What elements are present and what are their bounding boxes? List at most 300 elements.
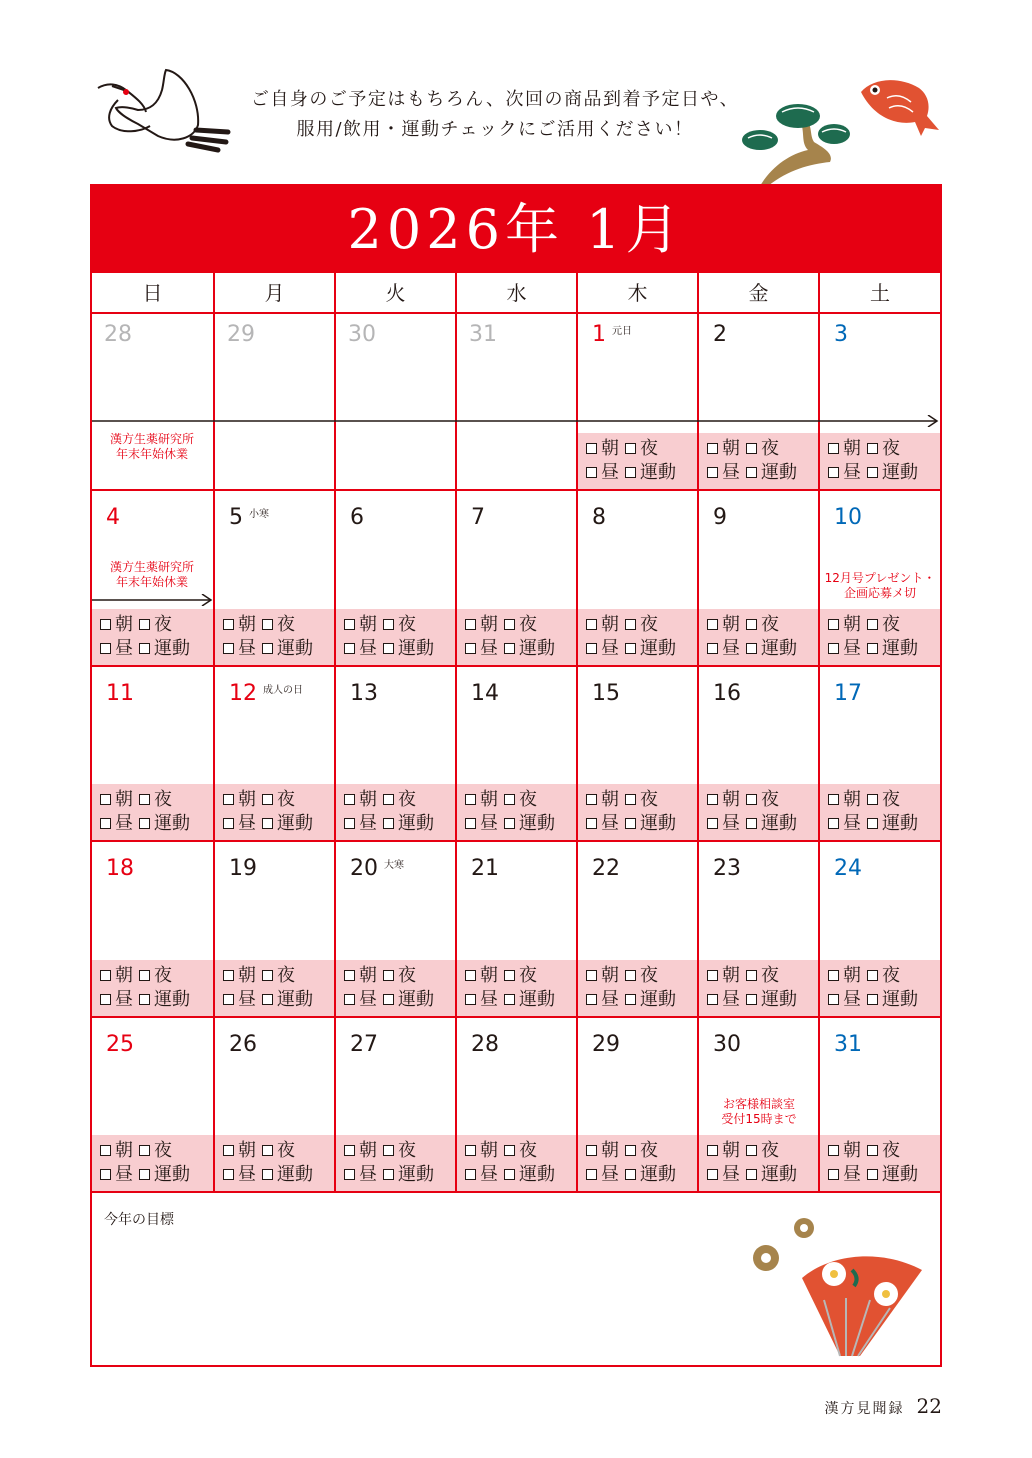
checkbox-square[interactable]: [746, 467, 757, 478]
day-cell[interactable]: [92, 314, 213, 489]
checkbox-square[interactable]: [586, 1169, 597, 1180]
noon-checkbox[interactable]: [100, 813, 133, 834]
checkbox-square[interactable]: [262, 994, 273, 1005]
checkbox-square[interactable]: [625, 818, 636, 829]
checkbox-square[interactable]: [100, 994, 111, 1005]
checkbox-square[interactable]: [707, 794, 718, 805]
night-checkbox[interactable]: [625, 965, 658, 986]
morning-checkbox[interactable]: [707, 614, 740, 635]
checkbox-square[interactable]: [262, 1169, 273, 1180]
checkbox-square[interactable]: [746, 443, 757, 454]
night-checkbox[interactable]: [262, 1140, 295, 1161]
night-checkbox[interactable]: [262, 614, 295, 635]
exercise-checkbox[interactable]: [383, 1164, 434, 1185]
checkbox-square[interactable]: [139, 794, 150, 805]
morning-checkbox[interactable]: [707, 789, 740, 810]
checkbox-square[interactable]: [586, 1145, 597, 1156]
night-checkbox[interactable]: [139, 1140, 172, 1161]
morning-checkbox[interactable]: [586, 965, 619, 986]
checkbox-square[interactable]: [586, 443, 597, 454]
sea-bream-icon: [855, 68, 945, 140]
checkbox-square[interactable]: [504, 818, 515, 829]
checkbox-square[interactable]: [625, 1145, 636, 1156]
day-cell[interactable]: [334, 840, 455, 1015]
checkbox-square[interactable]: [344, 619, 355, 630]
checkbox-square[interactable]: [465, 970, 476, 981]
morning-checkbox[interactable]: [465, 965, 498, 986]
noon-checkbox[interactable]: [223, 813, 256, 834]
checkbox-square[interactable]: [707, 970, 718, 981]
exercise-checkbox[interactable]: [383, 638, 434, 659]
checkbox-square[interactable]: [867, 818, 878, 829]
checkbox-square[interactable]: [586, 643, 597, 654]
day-cell[interactable]: [455, 665, 576, 840]
exercise-checkbox[interactable]: [746, 1164, 797, 1185]
noon-checkbox[interactable]: [586, 989, 619, 1010]
weekday-header: 日: [92, 273, 213, 314]
noon-checkbox[interactable]: [465, 1164, 498, 1185]
night-checkbox[interactable]: [625, 438, 658, 459]
day-number: 27: [350, 1031, 378, 1057]
exercise-checkbox[interactable]: [867, 638, 918, 659]
checkbox-square[interactable]: [586, 794, 597, 805]
day-cell[interactable]: [213, 1016, 334, 1191]
day-cell[interactable]: [455, 314, 576, 489]
morning-checkbox[interactable]: [828, 965, 861, 986]
morning-checkbox[interactable]: [100, 789, 133, 810]
morning-checkbox[interactable]: [223, 614, 256, 635]
noon-checkbox[interactable]: [828, 813, 861, 834]
night-label: 夜: [519, 964, 537, 986]
checkbox-square[interactable]: [465, 1145, 476, 1156]
noon-checkbox[interactable]: [707, 989, 740, 1010]
noon-checkbox[interactable]: [828, 989, 861, 1010]
night-checkbox[interactable]: [383, 965, 416, 986]
morning-label: 朝: [115, 1139, 133, 1161]
noon-checkbox[interactable]: [223, 638, 256, 659]
day-cell[interactable]: [576, 1016, 697, 1191]
checkbox-square[interactable]: [465, 1169, 476, 1180]
day-number: 20: [350, 856, 378, 882]
day-cell[interactable]: [576, 665, 697, 840]
night-checkbox[interactable]: [139, 614, 172, 635]
checkbox-square[interactable]: [139, 1169, 150, 1180]
morning-checkbox[interactable]: [707, 965, 740, 986]
checkbox-square[interactable]: [100, 818, 111, 829]
morning-checkbox[interactable]: [465, 789, 498, 810]
checkbox-square[interactable]: [383, 1169, 394, 1180]
morning-checkbox[interactable]: [223, 789, 256, 810]
morning-checkbox[interactable]: [344, 1140, 377, 1161]
night-checkbox[interactable]: [139, 789, 172, 810]
exercise-checkbox[interactable]: [504, 638, 555, 659]
night-checkbox[interactable]: [867, 1140, 900, 1161]
noon-checkbox[interactable]: [100, 1164, 133, 1185]
day-cell[interactable]: [818, 840, 940, 1015]
noon-checkbox[interactable]: [707, 1164, 740, 1185]
exercise-checkbox[interactable]: [262, 638, 313, 659]
noon-checkbox[interactable]: [100, 638, 133, 659]
exercise-checkbox[interactable]: [625, 638, 676, 659]
night-checkbox[interactable]: [746, 1140, 779, 1161]
day-cell[interactable]: [576, 489, 697, 664]
checkbox-square[interactable]: [383, 619, 394, 630]
checkbox-square[interactable]: [100, 643, 111, 654]
morning-checkbox[interactable]: [828, 438, 861, 459]
noon-checkbox[interactable]: [223, 1164, 256, 1185]
day-number: 7: [471, 505, 485, 531]
noon-label: 昼: [722, 1163, 740, 1185]
noon-checkbox[interactable]: [707, 813, 740, 834]
checkbox-square[interactable]: [344, 794, 355, 805]
exercise-label: 運動: [519, 813, 555, 835]
morning-checkbox[interactable]: [828, 789, 861, 810]
checkbox-square[interactable]: [223, 970, 234, 981]
morning-checkbox[interactable]: [586, 614, 619, 635]
checkbox-square[interactable]: [344, 994, 355, 1005]
checkbox-square[interactable]: [746, 1169, 757, 1180]
checkbox-square[interactable]: [139, 818, 150, 829]
exercise-checkbox[interactable]: [139, 989, 190, 1010]
day-cell[interactable]: [334, 314, 455, 489]
day-cell[interactable]: [92, 1016, 213, 1191]
checkbox-square[interactable]: [344, 643, 355, 654]
night-checkbox[interactable]: [139, 965, 172, 986]
checkbox-square[interactable]: [707, 467, 718, 478]
night-checkbox[interactable]: [746, 789, 779, 810]
morning-checkbox[interactable]: [465, 1140, 498, 1161]
present-deadline-note: [820, 571, 940, 601]
exercise-checkbox[interactable]: [139, 813, 190, 834]
checkbox-square[interactable]: [344, 1169, 355, 1180]
day-cell[interactable]: [334, 1016, 455, 1191]
exercise-checkbox[interactable]: [383, 989, 434, 1010]
exercise-checkbox[interactable]: [746, 462, 797, 483]
checkbox-square[interactable]: [383, 994, 394, 1005]
morning-checkbox[interactable]: [100, 1140, 133, 1161]
morning-checkbox[interactable]: [223, 965, 256, 986]
morning-checkbox[interactable]: [100, 614, 133, 635]
checkbox-square[interactable]: [707, 443, 718, 454]
intake-checklist: [820, 433, 940, 489]
day-cell[interactable]: [213, 489, 334, 664]
checkbox-square[interactable]: [625, 1169, 636, 1180]
checkbox-square[interactable]: [707, 643, 718, 654]
checkbox-square[interactable]: [625, 467, 636, 478]
night-checkbox[interactable]: [383, 1140, 416, 1161]
checkbox-square[interactable]: [100, 619, 111, 630]
checkbox-square[interactable]: [828, 643, 839, 654]
exercise-checkbox[interactable]: [746, 813, 797, 834]
day-cell[interactable]: [334, 489, 455, 664]
checkbox-square[interactable]: [625, 994, 636, 1005]
checkbox-square[interactable]: [465, 643, 476, 654]
noon-label: 昼: [843, 462, 861, 484]
exercise-checkbox[interactable]: [504, 813, 555, 834]
checkbox-square[interactable]: [139, 994, 150, 1005]
checkbox-square[interactable]: [707, 1169, 718, 1180]
night-checkbox[interactable]: [746, 614, 779, 635]
exercise-checkbox[interactable]: [139, 638, 190, 659]
checkbox-square[interactable]: [867, 643, 878, 654]
night-checkbox[interactable]: [625, 614, 658, 635]
checkbox-square[interactable]: [223, 619, 234, 630]
noon-checkbox[interactable]: [586, 813, 619, 834]
exercise-label: 運動: [277, 637, 313, 659]
checkbox-square[interactable]: [746, 970, 757, 981]
checkbox-square[interactable]: [867, 443, 878, 454]
day-cell[interactable]: [697, 840, 818, 1015]
noon-checkbox[interactable]: [344, 1164, 377, 1185]
checkbox-square[interactable]: [746, 619, 757, 630]
noon-label: 昼: [843, 1163, 861, 1185]
exercise-checkbox[interactable]: [262, 989, 313, 1010]
checkbox-square[interactable]: [504, 1169, 515, 1180]
noon-checkbox[interactable]: [586, 638, 619, 659]
night-checkbox[interactable]: [504, 1140, 537, 1161]
night-checkbox[interactable]: [867, 789, 900, 810]
checkbox-square[interactable]: [262, 1145, 273, 1156]
noon-checkbox[interactable]: [344, 813, 377, 834]
day-cell[interactable]: [455, 489, 576, 664]
exercise-checkbox[interactable]: [383, 813, 434, 834]
day-cell[interactable]: [213, 665, 334, 840]
checkbox-square[interactable]: [223, 794, 234, 805]
night-checkbox[interactable]: [262, 789, 295, 810]
morning-label: 朝: [843, 438, 861, 460]
checkbox-square[interactable]: [262, 643, 273, 654]
night-checkbox[interactable]: [383, 789, 416, 810]
checkbox-square[interactable]: [465, 619, 476, 630]
noon-checkbox[interactable]: [344, 638, 377, 659]
night-checkbox[interactable]: [625, 789, 658, 810]
day-cell[interactable]: [334, 665, 455, 840]
morning-checkbox[interactable]: [586, 438, 619, 459]
exercise-checkbox[interactable]: [746, 989, 797, 1010]
morning-checkbox[interactable]: [586, 1140, 619, 1161]
day-cell[interactable]: [213, 840, 334, 1015]
noon-checkbox[interactable]: [707, 462, 740, 483]
checkbox-square[interactable]: [828, 970, 839, 981]
noon-checkbox[interactable]: [223, 989, 256, 1010]
day-cell[interactable]: [697, 314, 818, 489]
checkbox-square[interactable]: [746, 818, 757, 829]
exercise-checkbox[interactable]: [867, 989, 918, 1010]
day-cell[interactable]: [576, 840, 697, 1015]
checkbox-square[interactable]: [383, 818, 394, 829]
checkbox-square[interactable]: [262, 818, 273, 829]
checkbox-square[interactable]: [139, 1145, 150, 1156]
checkbox-square[interactable]: [262, 794, 273, 805]
exercise-checkbox[interactable]: [504, 1164, 555, 1185]
checkbox-square[interactable]: [344, 818, 355, 829]
day-cell[interactable]: [576, 314, 697, 489]
morning-checkbox[interactable]: [828, 1140, 861, 1161]
morning-checkbox[interactable]: [100, 965, 133, 986]
day-number: 24: [834, 856, 862, 882]
checkbox-square[interactable]: [100, 1169, 111, 1180]
noon-checkbox[interactable]: [828, 462, 861, 483]
noon-checkbox[interactable]: [465, 638, 498, 659]
checkbox-square[interactable]: [746, 1145, 757, 1156]
checkbox-square[interactable]: [383, 794, 394, 805]
checkbox-square[interactable]: [707, 619, 718, 630]
exercise-checkbox[interactable]: [139, 1164, 190, 1185]
checkbox-square[interactable]: [465, 818, 476, 829]
checkbox-square[interactable]: [867, 619, 878, 630]
day-cell[interactable]: [818, 1016, 940, 1191]
checkbox-square[interactable]: [586, 467, 597, 478]
checkbox-square[interactable]: [746, 794, 757, 805]
day-cell[interactable]: [455, 840, 576, 1015]
checkbox-square[interactable]: [828, 467, 839, 478]
noon-checkbox[interactable]: [465, 989, 498, 1010]
morning-checkbox[interactable]: [223, 1140, 256, 1161]
checkbox-square[interactable]: [504, 970, 515, 981]
day-cell[interactable]: [455, 1016, 576, 1191]
noon-checkbox[interactable]: [586, 1164, 619, 1185]
night-checkbox[interactable]: [262, 965, 295, 986]
morning-checkbox[interactable]: [465, 614, 498, 635]
exercise-checkbox[interactable]: [625, 813, 676, 834]
night-checkbox[interactable]: [867, 614, 900, 635]
exercise-checkbox[interactable]: [625, 1164, 676, 1185]
checkbox-square[interactable]: [867, 970, 878, 981]
checkbox-square[interactable]: [625, 619, 636, 630]
morning-label: 朝: [601, 613, 619, 635]
exercise-checkbox[interactable]: [867, 1164, 918, 1185]
day-cell[interactable]: [92, 840, 213, 1015]
exercise-checkbox[interactable]: [867, 462, 918, 483]
checkbox-square[interactable]: [344, 970, 355, 981]
exercise-checkbox[interactable]: [867, 813, 918, 834]
day-cell[interactable]: [213, 314, 334, 489]
exercise-checkbox[interactable]: [625, 462, 676, 483]
checkbox-square[interactable]: [625, 794, 636, 805]
checkbox-square[interactable]: [707, 818, 718, 829]
night-checkbox[interactable]: [746, 438, 779, 459]
morning-checkbox[interactable]: [707, 438, 740, 459]
day-number: 31: [834, 1031, 862, 1057]
checkbox-square[interactable]: [139, 619, 150, 630]
noon-checkbox[interactable]: [344, 989, 377, 1010]
checkbox-square[interactable]: [223, 643, 234, 654]
checkbox-square[interactable]: [504, 619, 515, 630]
checkbox-square[interactable]: [828, 1145, 839, 1156]
checkbox-square[interactable]: [223, 818, 234, 829]
checkbox-square[interactable]: [867, 467, 878, 478]
noon-checkbox[interactable]: [707, 638, 740, 659]
checkbox-square[interactable]: [586, 619, 597, 630]
exercise-checkbox[interactable]: [504, 989, 555, 1010]
night-checkbox[interactable]: [504, 965, 537, 986]
checkbox-square[interactable]: [586, 994, 597, 1005]
checkbox-square[interactable]: [100, 970, 111, 981]
night-checkbox[interactable]: [867, 965, 900, 986]
morning-checkbox[interactable]: [344, 614, 377, 635]
night-checkbox[interactable]: [625, 1140, 658, 1161]
checkbox-square[interactable]: [586, 818, 597, 829]
checkbox-square[interactable]: [383, 643, 394, 654]
checkbox-square[interactable]: [586, 970, 597, 981]
checkbox-square[interactable]: [465, 994, 476, 1005]
checkbox-square[interactable]: [504, 1145, 515, 1156]
exercise-checkbox[interactable]: [625, 989, 676, 1010]
checkbox-square[interactable]: [100, 794, 111, 805]
morning-checkbox[interactable]: [344, 965, 377, 986]
checkbox-square[interactable]: [383, 970, 394, 981]
night-checkbox[interactable]: [867, 438, 900, 459]
checkbox-square[interactable]: [828, 443, 839, 454]
checkbox-square[interactable]: [344, 1145, 355, 1156]
checkbox-square[interactable]: [139, 970, 150, 981]
checkbox-square[interactable]: [625, 443, 636, 454]
checkbox-square[interactable]: [139, 643, 150, 654]
checkbox-square[interactable]: [465, 794, 476, 805]
checkbox-square[interactable]: [223, 994, 234, 1005]
checkbox-square[interactable]: [625, 643, 636, 654]
checkbox-square[interactable]: [100, 1145, 111, 1156]
day-cell[interactable]: [697, 665, 818, 840]
checkbox-square[interactable]: [504, 643, 515, 654]
exercise-checkbox[interactable]: [262, 1164, 313, 1185]
exercise-checkbox[interactable]: [262, 813, 313, 834]
checkbox-square[interactable]: [504, 794, 515, 805]
checkbox-square[interactable]: [828, 994, 839, 1005]
checkbox-square[interactable]: [707, 1145, 718, 1156]
checkbox-square[interactable]: [707, 994, 718, 1005]
day-cell[interactable]: [697, 489, 818, 664]
checkbox-square[interactable]: [746, 994, 757, 1005]
checkbox-square[interactable]: [223, 1145, 234, 1156]
checkbox-square[interactable]: [828, 1169, 839, 1180]
noon-checkbox[interactable]: [828, 638, 861, 659]
noon-checkbox[interactable]: [100, 989, 133, 1010]
night-checkbox[interactable]: [383, 614, 416, 635]
intake-checklist: [92, 1135, 213, 1191]
day-cell[interactable]: [92, 665, 213, 840]
night-checkbox[interactable]: [746, 965, 779, 986]
night-checkbox[interactable]: [504, 789, 537, 810]
day-cell[interactable]: [818, 314, 940, 489]
morning-checkbox[interactable]: [344, 789, 377, 810]
checkbox-square[interactable]: [828, 619, 839, 630]
checkbox-square[interactable]: [828, 818, 839, 829]
noon-checkbox[interactable]: [586, 462, 619, 483]
checkbox-square[interactable]: [504, 994, 515, 1005]
noon-checkbox[interactable]: [828, 1164, 861, 1185]
checkbox-square[interactable]: [262, 970, 273, 981]
noon-checkbox[interactable]: [465, 813, 498, 834]
checkbox-square[interactable]: [867, 1169, 878, 1180]
day-cell[interactable]: [818, 665, 940, 840]
exercise-label: 運動: [398, 988, 434, 1010]
checkbox-square[interactable]: [262, 619, 273, 630]
checkbox-square[interactable]: [867, 1145, 878, 1156]
morning-checkbox[interactable]: [586, 789, 619, 810]
checkbox-square[interactable]: [867, 794, 878, 805]
checkbox-square[interactable]: [625, 970, 636, 981]
checkbox-square[interactable]: [746, 643, 757, 654]
exercise-checkbox[interactable]: [746, 638, 797, 659]
morning-checkbox[interactable]: [707, 1140, 740, 1161]
checkbox-square[interactable]: [223, 1169, 234, 1180]
morning-checkbox[interactable]: [828, 614, 861, 635]
checkbox-square[interactable]: [867, 994, 878, 1005]
checkbox-square[interactable]: [383, 1145, 394, 1156]
night-checkbox[interactable]: [504, 614, 537, 635]
checkbox-square[interactable]: [828, 794, 839, 805]
